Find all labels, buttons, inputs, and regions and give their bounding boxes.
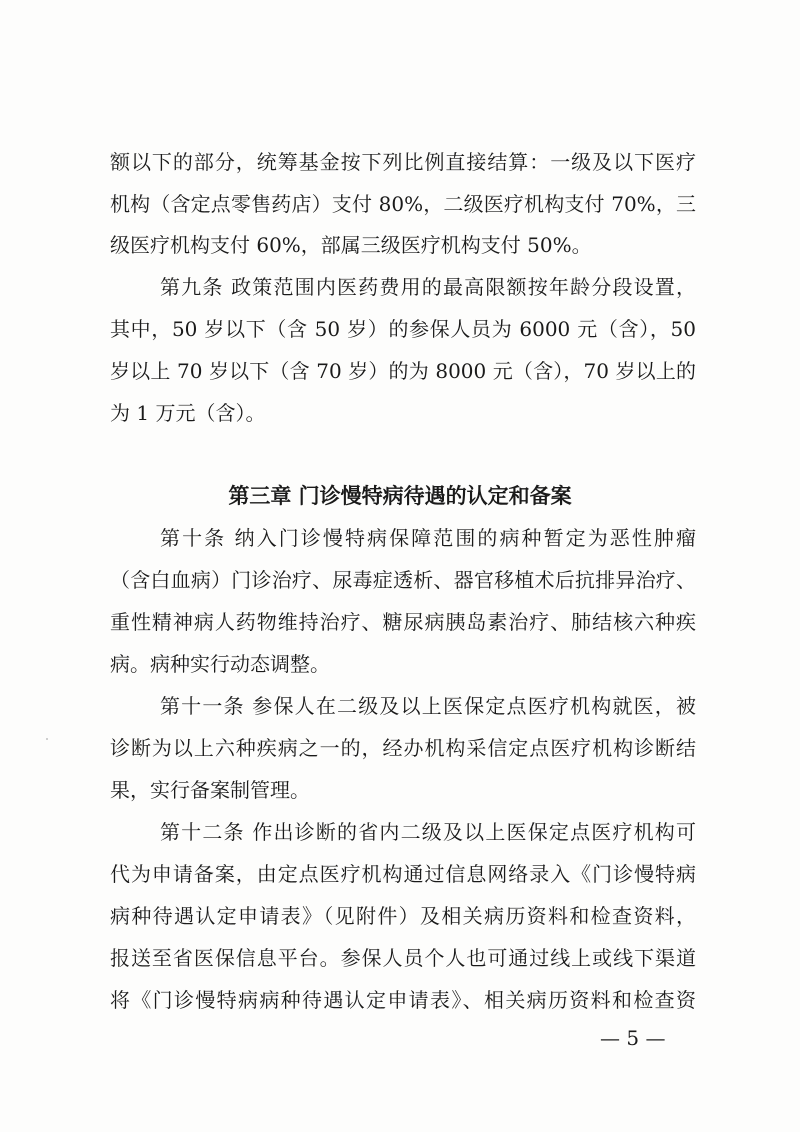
text-line: 重性精神病人药物维持治疗、糖尿病胰岛素治疗、肺结核六种疾	[110, 610, 696, 634]
scan-dot	[46, 738, 48, 740]
text-line: 为 1 万元（含）。	[110, 401, 266, 425]
text-line: 代为申请备案，由定点医疗机构通过信息网络录入《门诊慢特病	[110, 862, 696, 886]
text-line: 岁以上 70 岁以下（含 70 岁）的为 8000 元（含），70 岁以上的	[110, 359, 696, 383]
text-line: 病种待遇认定申请表》（见附件）及相关病历资料和检查资料，	[110, 904, 696, 928]
text-line: 果，实行备案制管理。	[110, 778, 310, 802]
text-line: 其中，50 岁以下（含 50 岁）的参保人员为 6000 元（含），50	[110, 317, 696, 341]
article-11-line: 第十一条 参保人在二级及以上医保定点医疗机构就医，被	[160, 694, 696, 718]
text-line: 报送至省医保信息平台。参保人员个人也可通过线上或线下渠道	[110, 946, 696, 970]
text-line: 诊断为以上六种疾病之一的，经办机构采信定点医疗机构诊断结	[110, 736, 696, 760]
text-line: 级医疗机构支付 60%，部属三级医疗机构支付 50%。	[110, 233, 592, 257]
text-line: 机构（含定点零售药店）支付 80%，二级医疗机构支付 70%，三	[110, 192, 696, 216]
text-line: 额以下的部分，统筹基金按下列比例直接结算：一级及以下医疗	[110, 150, 696, 174]
chapter-heading: 第三章 门诊慢特病待遇的认定和备案	[228, 484, 572, 508]
article-10-line: 第十条 纳入门诊慢特病保障范围的病种暂定为恶性肿瘤	[160, 526, 696, 550]
page-number: — 5 —	[600, 1026, 666, 1050]
text-line: （含白血病）门诊治疗、尿毒症透析、器官移植术后抗排异治疗、	[110, 568, 696, 592]
article-9-line: 第九条 政策范围内医药费用的最高限额按年龄分段设置，	[160, 275, 696, 299]
text-line: 将《门诊慢特病病种待遇认定申请表》、相关病历资料和检查资	[110, 988, 696, 1012]
article-12-line: 第十二条 作出诊断的省内二级及以上医保定点医疗机构可	[160, 820, 696, 844]
text-line: 病。病种实行动态调整。	[110, 652, 330, 676]
